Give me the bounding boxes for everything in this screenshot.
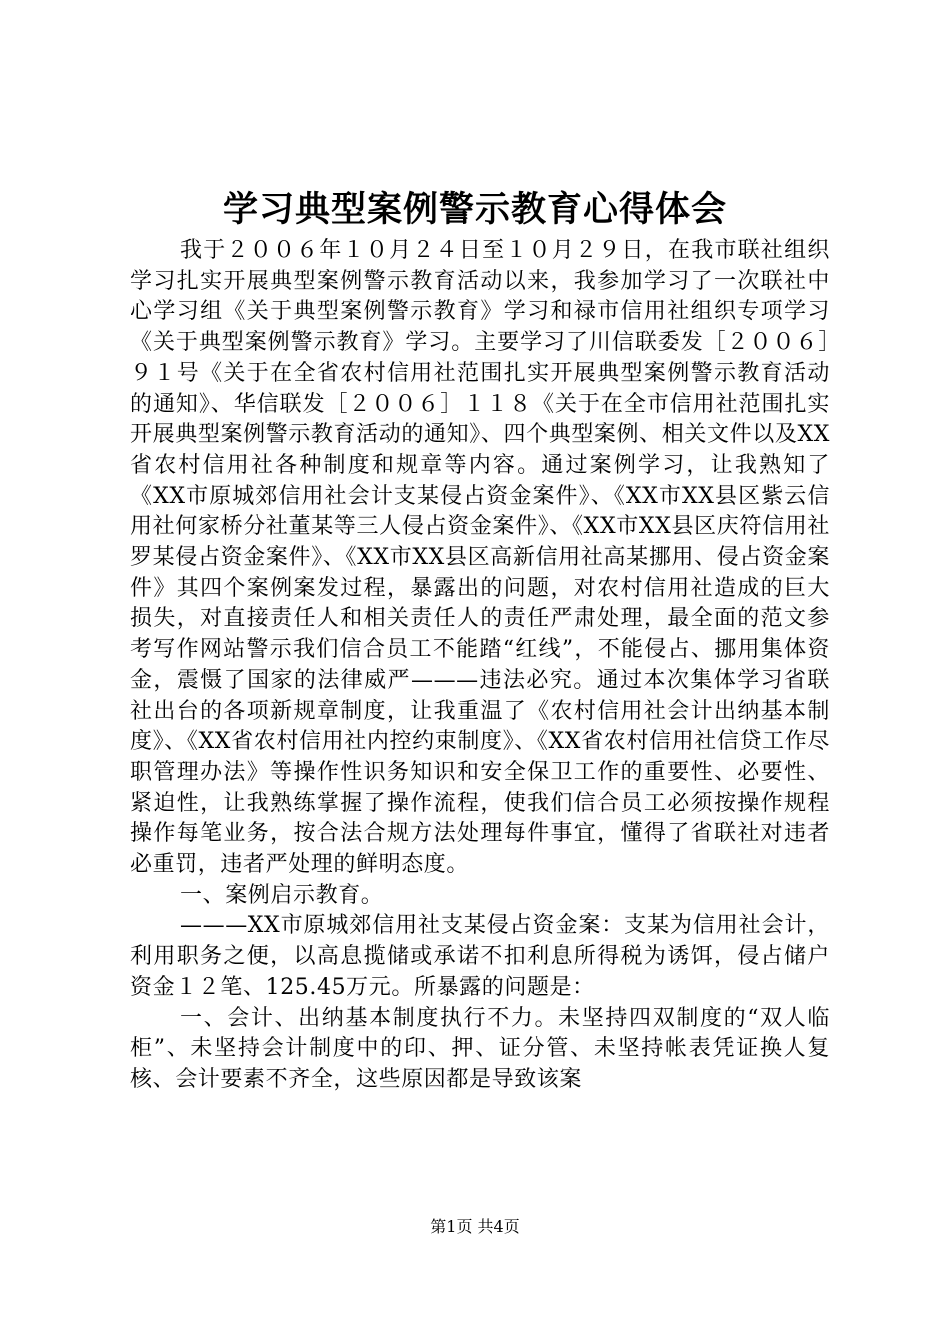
document-body [130,236,830,1096]
page-number-footer: 第1页 共4页 [430,1217,520,1236]
document-title: 学习典型案例警示教育心得体会 [222,189,727,230]
paragraph-problem-one: 一、会计、出纳基本制度执行不力。未坚持四双制度的“双人临柜”、未坚持会计制度中的印、押、证分管、未坚持帐表凭证换人复核、会计要素不齐全，这些原因都是导致该案 [130,1005,830,1092]
paragraph-intro: 我于２００６年１０月２４日至１０月２９日，在我市联社组织学习扎实开展典型案例警示教育活动以来，我参加学习了一次联社中心学习组《关于典型案例警示教育》学习和禄市信用社组织专项学习《关于典型案例警示教育》学习。主要学习了川信联委发［２００６］９１号《关于在全省农村信用社范围扎实开展典型案例警示教育活动的通知》、华信联发［２００６］１１８《关于在全市信用社范围扎实开展典型案例警示教育活动的通知》、四个典型案例、相关文件以及XX省农村信用社各种制度和规章等内容。通过案例学习，让我熟知了《XX市原城郊信用社会计支某侵占资金案件》、《XX市XX县区紫云信用社何家桥分社董某等三人侵占资金案件》、《XX市XX县区庆符信用社罗某侵占资金案件》、《XX市XX县区高新信用社高某挪用、侵占资金案件》其四个案例案发过程，暴露出的问题，对农村信用社造成的巨大损失，对直接责任人和相关责任人的责任严肃处理，最全面的范文参考写作网站警示我们信合员工不能踏“红线”，不能侵占、挪用集体资金，震慑了国家的法律威严———违法必究。通过本次集体学习省联社出台的各项新规章制度，让我重温了《农村信用社会计出纳基本制度》、《XX省农村信用社内控约束制度》、《XX省农村信用社信贷工作尽职管理办法》等操作性识务知识和安全保卫工作的重要性、必要性、紧迫性，让我熟练掌握了操作流程，使我们信合员工必须按操作规程操作每笔业务，按合法合规方法处理每件事宜，懂得了省联社对违者必重罚，违者严处理的鲜明态度。 [130,238,830,878]
paragraph-case-summary: ———XX市原城郊信用社支某侵占资金案：支某为信用社会计，利用职务之便，以高息揽储或承诺不扣利息所得税为诱饵，侵占储户资金１２笔、125.45万元。所暴露的问题是： [130,913,830,1000]
paragraph-section-heading: 一、案例启示教育。 [180,882,384,908]
